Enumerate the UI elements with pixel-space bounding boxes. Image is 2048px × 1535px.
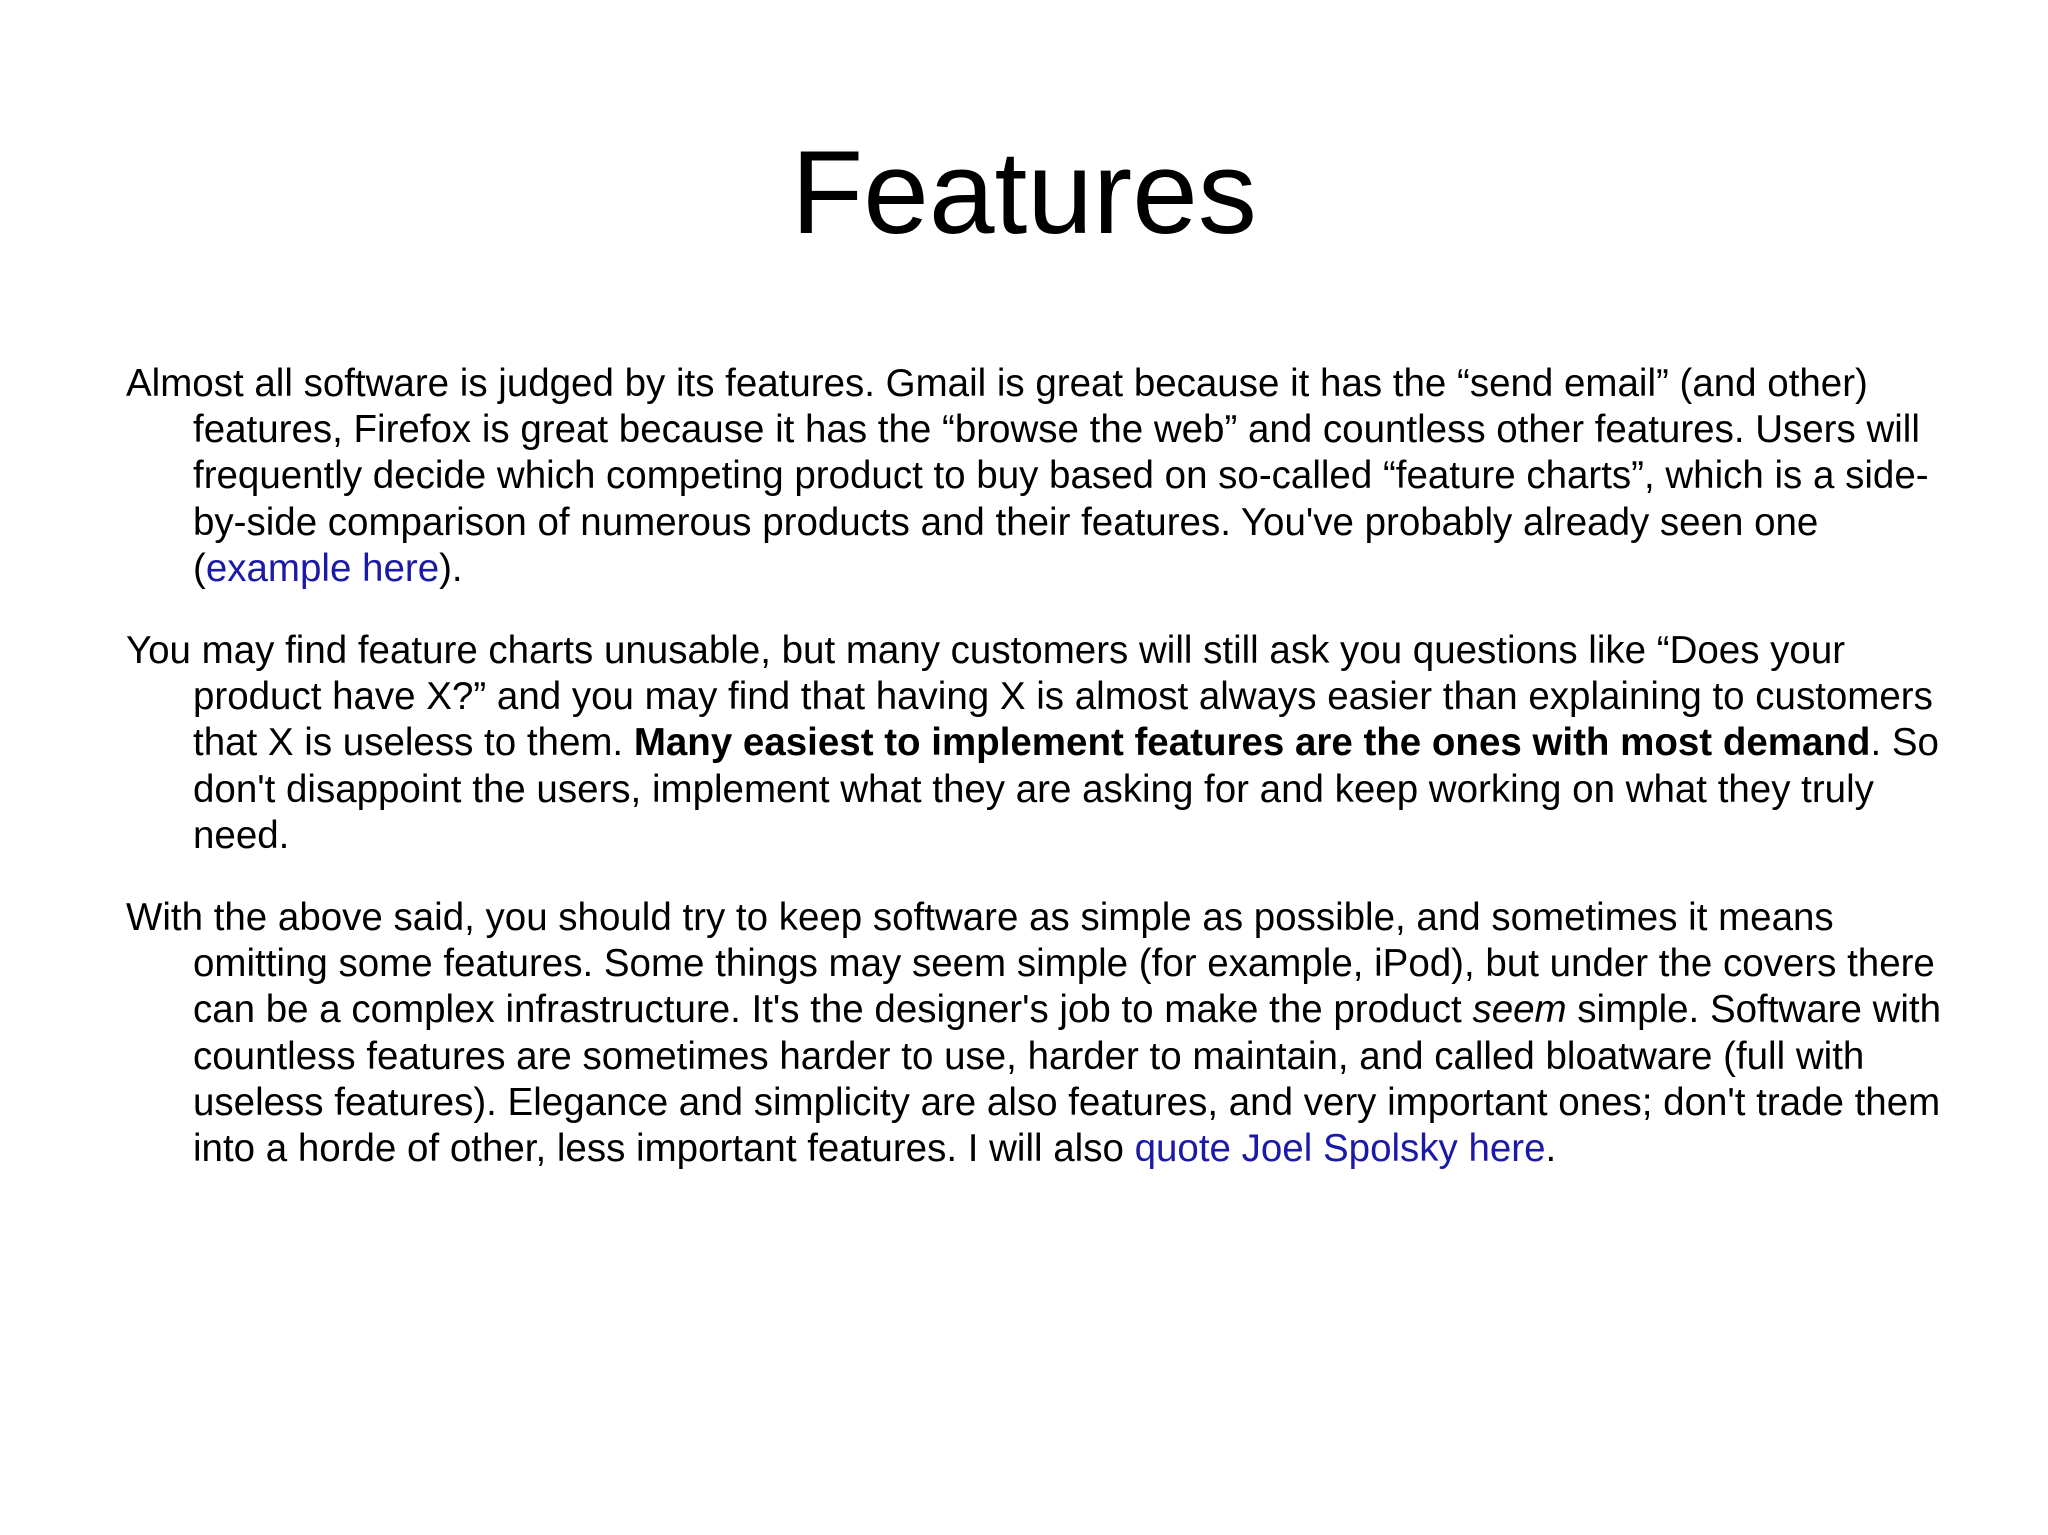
paragraph-text: Almost all software is judged by its features. Gmail is great because it has the “send email” (and other) features, Firefox is great because it has the “browse the web” and countless other features. Users will frequently decide which competing product to buy based on so-called “feature charts”, which is a side-by-side comparison of numerous products and their features. You've probably already seen one ( [126,362,1929,590]
italic-emphasis-text: seem [1472,988,1567,1032]
bold-emphasis-text: Many easiest to implement features are the ones with most demand [633,721,1871,765]
slide-body [126,361,1946,1208]
slide-title: Features [791,127,1257,259]
paragraph-text: ). [439,546,463,590]
paragraph-feature-charts [126,628,1946,859]
paragraph-text: . [1545,1127,1557,1171]
paragraph-text: simple. Software with countless features are sometimes harder to use, harder to maintain, and called bloatware (full with useless features). Elegance and simplicity are also features, and very important ones; don't trade them into a horde of other, less important features. I will also [193,988,1942,1171]
paragraph-text: . So don't disappoint the users, implement what they are asking for and keep working on what they truly need. [193,721,1939,857]
example-here-link[interactable]: example here [205,546,440,590]
paragraph-simplicity [126,895,1946,1172]
paragraph-text: With the above said, you should try to keep software as simple as possible, and sometimes it means omitting some features. Some things may seem simple (for example, iPod), but under the covers there can be a complex infrastructure. It's the designer's job to make the product [126,896,1935,1032]
paragraph-features-intro [126,361,1946,592]
paragraph-text: You may find feature charts unusable, but many customers will still ask you questions like “Does your product have X?” and you may find that having X is almost always easier than explaining to customers that X is useless to them. [126,629,1933,765]
joel-spolsky-link[interactable]: quote Joel Spolsky here [1134,1127,1546,1171]
